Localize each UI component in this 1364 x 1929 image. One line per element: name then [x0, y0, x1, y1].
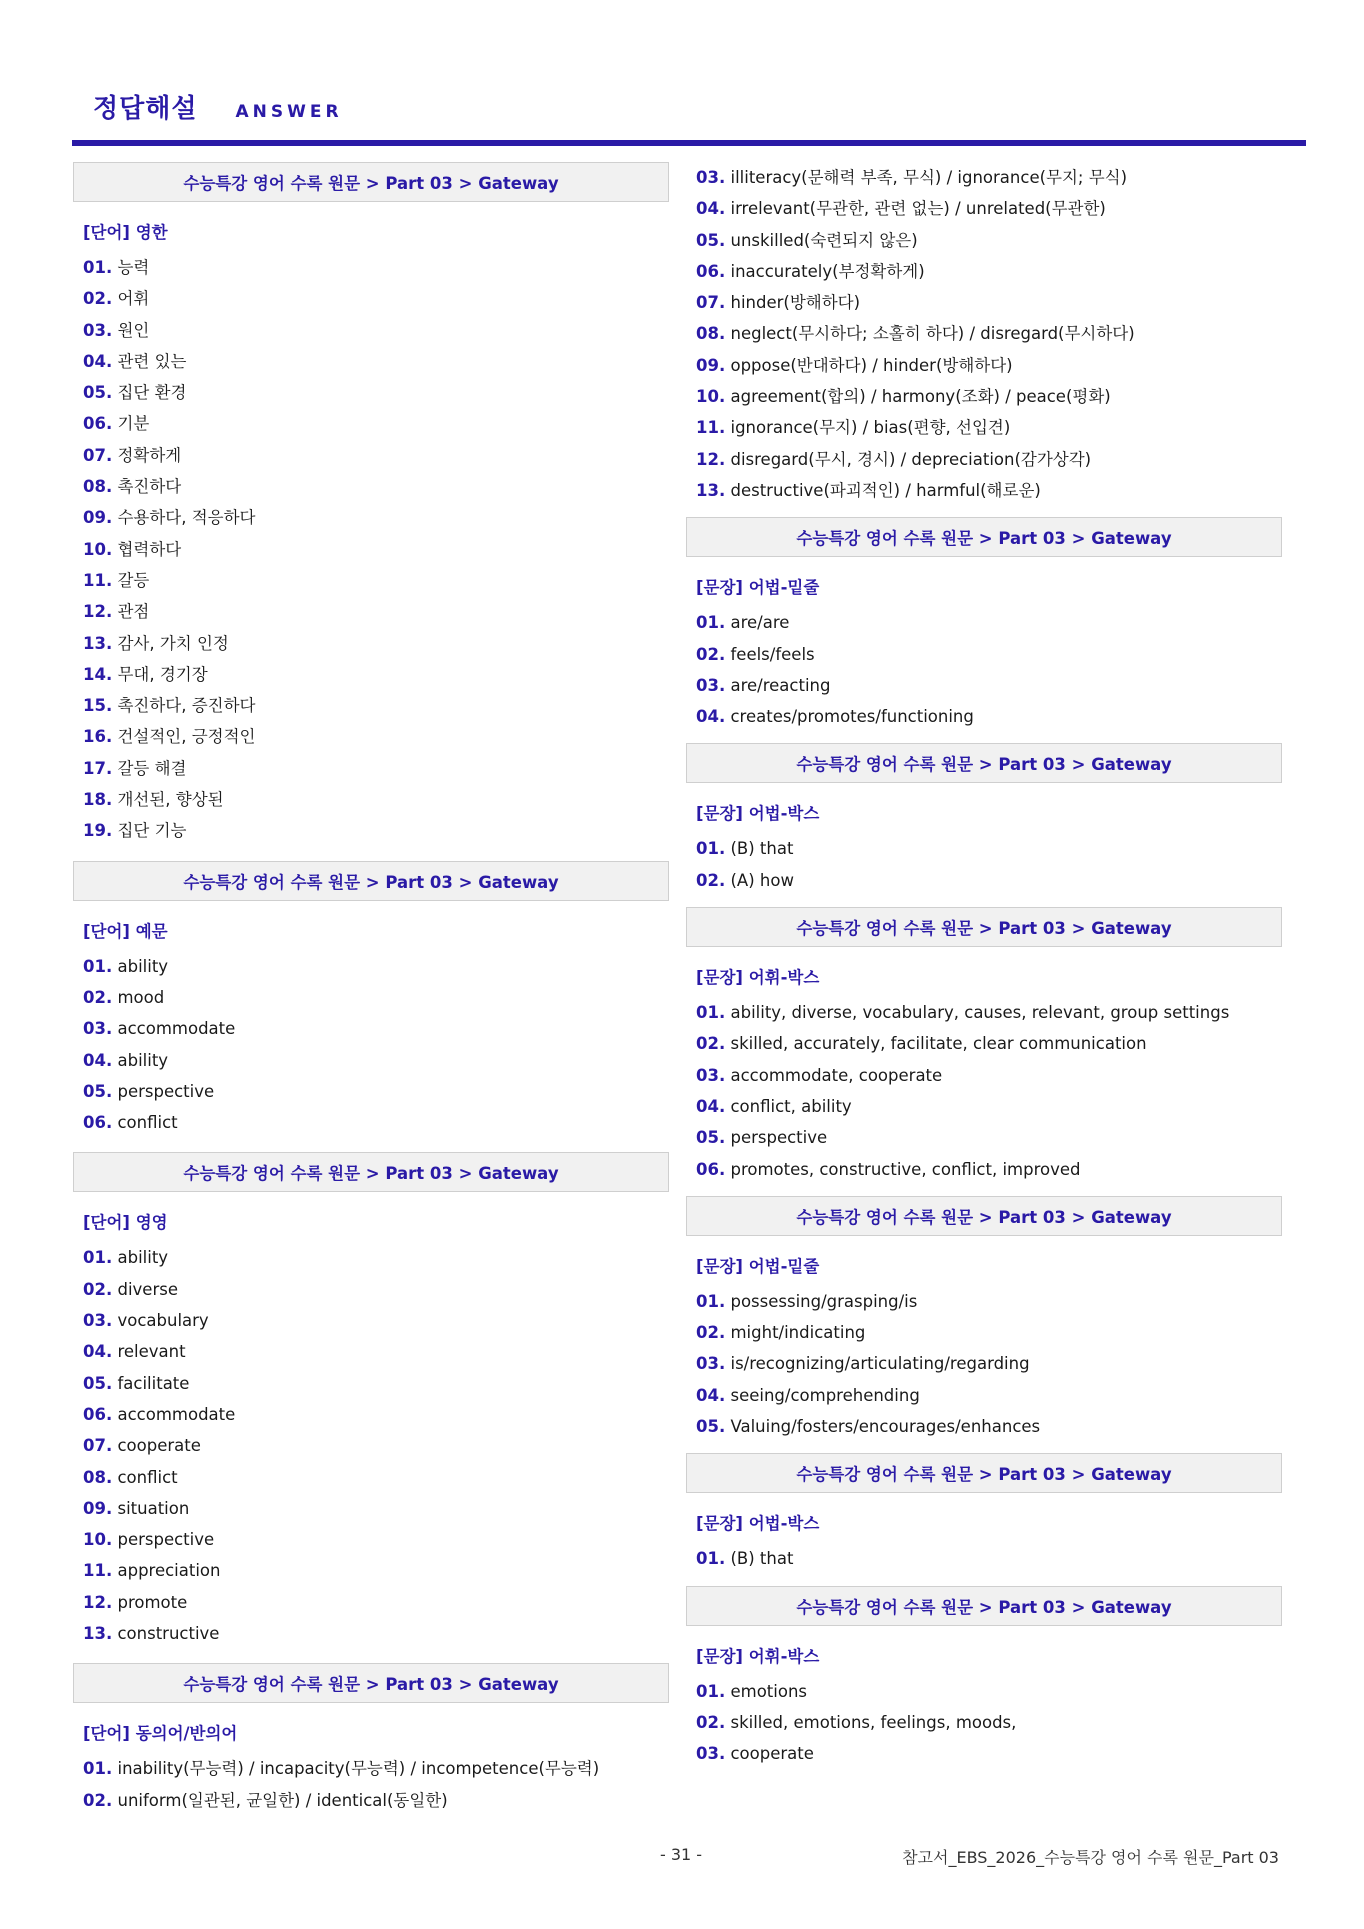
answer-number: 05.: [696, 230, 726, 250]
answer-number: 10.: [83, 1530, 113, 1550]
answer-number: 06.: [696, 261, 726, 281]
answer-item: [83, 721, 669, 752]
section-heading: 수능특강 영어 수록 원문 > Part 03 > Gateway: [73, 1663, 669, 1703]
answer-number: 08.: [696, 324, 726, 344]
section-label: [단어] 예문: [83, 921, 168, 941]
answer-text: mood: [117, 987, 165, 1007]
answer-text: diverse: [117, 1279, 178, 1299]
answer-item: [696, 997, 1282, 1028]
answer-text: skilled, accurately, facilitate, clear communication: [730, 1034, 1147, 1054]
answer-item: [83, 1336, 669, 1367]
answer-text: 갈등 해결: [117, 758, 187, 778]
answer-item: [83, 502, 669, 533]
answer-number: 05.: [83, 383, 113, 403]
answer-number: 06.: [83, 414, 113, 434]
answer-text: might/indicating: [730, 1323, 866, 1343]
answer-item: [83, 951, 669, 982]
section-heading: 수능특강 영어 수록 원문 > Part 03 > Gateway: [686, 743, 1282, 783]
answer-text: 관점: [117, 602, 150, 622]
page-number: - 31 -: [660, 1845, 703, 1864]
answer-number: 02.: [83, 987, 113, 1007]
answer-number: 03.: [696, 675, 726, 695]
answer-item: [83, 252, 669, 283]
answer-item: [696, 412, 1282, 443]
answer-item: [83, 1785, 669, 1816]
answer-number: 09.: [83, 1498, 113, 1518]
page-header: [93, 88, 343, 125]
answer-item: [696, 1380, 1282, 1411]
answer-text: perspective: [730, 1128, 828, 1148]
answer-item: [83, 1242, 669, 1273]
section-heading: 수능특강 영어 수록 원문 > Part 03 > Gateway: [73, 1152, 669, 1192]
answer-text: (B) that: [730, 1549, 794, 1569]
header-rule: [72, 140, 1306, 146]
answer-text: relevant: [117, 1342, 186, 1362]
answer-text: situation: [117, 1498, 190, 1518]
page-subtitle: ANSWER: [235, 102, 343, 122]
answer-number: 02.: [696, 1034, 726, 1054]
answer-item: [696, 381, 1282, 412]
answer-item: [696, 1411, 1282, 1442]
section-label: [문장] 어법-박스: [696, 1514, 820, 1534]
answer-text: 집단 환경: [117, 383, 187, 403]
answer-text: feels/feels: [730, 644, 815, 664]
answer-text: 정확하게: [117, 445, 182, 465]
answer-item: [83, 1076, 669, 1107]
section-heading: 수능특강 영어 수록 원문 > Part 03 > Gateway: [73, 861, 669, 901]
answer-number: 09.: [83, 508, 113, 528]
answer-text: cooperate: [730, 1744, 814, 1764]
answer-text: 능력: [117, 258, 150, 277]
answer-number: 03.: [696, 1065, 726, 1085]
answer-number: 04.: [83, 1050, 113, 1070]
answer-number: 18.: [83, 790, 113, 810]
answer-text: ability: [117, 956, 169, 976]
answer-text: neglect(무시하다; 소홀히 하다) / disregard(무시하다): [730, 324, 1135, 344]
answer-item: [696, 639, 1282, 670]
answer-text: seeing/comprehending: [730, 1385, 920, 1405]
answer-text: 건설적인, 긍정적인: [117, 727, 256, 747]
answer-item: [696, 670, 1282, 701]
section-heading: 수능특강 영어 수록 원문 > Part 03 > Gateway: [686, 907, 1282, 947]
answer-number: 01.: [696, 1549, 726, 1569]
answer-text: oppose(반대하다) / hinder(방해하다): [730, 355, 1013, 375]
answer-number: 05.: [83, 1373, 113, 1393]
answer-number: 01.: [696, 1291, 726, 1311]
section-label: [문장] 어법-박스: [696, 804, 820, 824]
answer-item: [696, 1286, 1282, 1317]
answer-text: 원인: [117, 320, 150, 340]
answer-item: [696, 256, 1282, 287]
answer-text: 기분: [117, 414, 150, 434]
answer-text: accommodate, cooperate: [730, 1065, 943, 1085]
answer-number: 01.: [83, 258, 113, 277]
answer-item: [83, 659, 669, 690]
answer-number: 05.: [696, 1417, 726, 1437]
answer-item: [83, 377, 669, 408]
answer-text: cooperate: [117, 1436, 201, 1456]
answer-number: 07.: [696, 293, 726, 313]
answer-item: [696, 1676, 1282, 1707]
answer-item: [83, 408, 669, 439]
answer-item: [83, 283, 669, 314]
answer-number: 02.: [696, 1712, 726, 1732]
answer-text: hinder(방해하다): [730, 293, 861, 313]
answer-text: is/recognizing/articulating/regarding: [730, 1354, 1030, 1374]
answer-item: [83, 1555, 669, 1586]
answer-text: vocabulary: [117, 1311, 209, 1331]
answer-item: [696, 444, 1282, 475]
answer-text: accommodate: [117, 1019, 236, 1039]
answer-item: [83, 1753, 669, 1784]
answer-item: [83, 1274, 669, 1305]
answer-item: [83, 1524, 669, 1555]
answer-number: 01.: [696, 1003, 726, 1023]
answer-item: [83, 784, 669, 815]
answer-number: 11.: [696, 418, 726, 438]
answer-item: [83, 1493, 669, 1524]
answer-text: 관련 있는: [117, 351, 187, 371]
answer-number: 03.: [83, 1019, 113, 1039]
answer-number: 11.: [83, 1561, 113, 1581]
answer-item: [696, 193, 1282, 224]
section-label: [단어] 영영: [83, 1213, 168, 1233]
answer-text: appreciation: [117, 1561, 221, 1581]
answer-text: are/reacting: [730, 675, 831, 695]
answer-number: 03.: [696, 1354, 726, 1374]
answer-number: 01.: [696, 839, 726, 859]
answer-item: [696, 1348, 1282, 1379]
answer-item: [83, 1462, 669, 1493]
answer-number: 03.: [83, 320, 113, 340]
answer-number: 05.: [83, 1081, 113, 1101]
section-heading: 수능특강 영어 수록 원문 > Part 03 > Gateway: [686, 1196, 1282, 1236]
answer-item: [83, 753, 669, 784]
section-label: [문장] 어법-밑줄: [696, 1256, 820, 1276]
answer-number: 12.: [83, 1592, 113, 1612]
answer-number: 16.: [83, 727, 113, 747]
answer-item: [83, 1399, 669, 1430]
answer-number: 07.: [83, 1436, 113, 1456]
answer-text: illiteracy(문해력 부족, 무식) / ignorance(무지; 무식): [730, 168, 1128, 187]
section-label: [단어] 영한: [83, 223, 168, 242]
answer-item: [83, 596, 669, 627]
section-label: [문장] 어휘-박스: [696, 968, 820, 988]
answer-number: 01.: [696, 1681, 726, 1701]
answer-text: inability(무능력) / incapacity(무능력) / incompetence(무능력): [117, 1759, 600, 1779]
answer-item: [83, 1305, 669, 1336]
answer-number: 07.: [83, 445, 113, 465]
answer-text: constructive: [117, 1623, 220, 1643]
answer-text: uniform(일관된, 균일한) / identical(동일한): [117, 1790, 448, 1810]
answer-text: conflict: [117, 1467, 178, 1487]
answer-number: 04.: [696, 199, 726, 219]
answer-number: 12.: [83, 602, 113, 622]
answer-number: 08.: [83, 477, 113, 497]
answer-number: 03.: [696, 168, 726, 187]
answer-item: [696, 1738, 1282, 1769]
answer-text: (B) that: [730, 839, 794, 859]
answer-text: ignorance(무지) / bias(편향, 선입견): [730, 418, 1011, 438]
section-heading: 수능특강 영어 수록 원문 > Part 03 > Gateway: [686, 1586, 1282, 1626]
answer-item: [696, 1154, 1282, 1185]
answer-text: agreement(합의) / harmony(조화) / peace(평화): [730, 387, 1111, 407]
answer-number: 13.: [696, 480, 726, 500]
answer-text: conflict, ability: [730, 1096, 852, 1116]
answer-text: 감사, 가치 인정: [117, 633, 229, 653]
section-label: [문장] 어법-밑줄: [696, 578, 820, 598]
answer-number: 01.: [83, 1248, 113, 1268]
answer-item: [696, 350, 1282, 381]
answer-text: 어휘: [117, 289, 150, 309]
answer-number: 08.: [83, 1467, 113, 1487]
answer-text: 갈등: [117, 570, 150, 590]
answer-number: 02.: [696, 870, 726, 890]
answer-text: perspective: [117, 1081, 215, 1101]
answer-item: [83, 565, 669, 596]
answer-number: 06.: [696, 1159, 726, 1179]
answer-item: [83, 534, 669, 565]
answer-item: [696, 701, 1282, 732]
answer-number: 13.: [83, 1623, 113, 1643]
answer-item: [696, 607, 1282, 638]
answer-text: 무대, 경기장: [117, 664, 208, 684]
answer-item: [83, 1045, 669, 1076]
answer-item: [83, 815, 669, 846]
answer-number: 13.: [83, 633, 113, 653]
answer-number: 09.: [696, 355, 726, 375]
footer-source: 참고서_EBS_2026_수능특강 영어 수록 원문_Part 03: [902, 1848, 1279, 1867]
answer-item: [696, 1028, 1282, 1059]
answer-number: 04.: [696, 1096, 726, 1116]
answer-item: [83, 346, 669, 377]
answer-item: [83, 690, 669, 721]
section-heading: 수능특강 영어 수록 원문 > Part 03 > Gateway: [686, 517, 1282, 557]
answer-number: 02.: [696, 644, 726, 664]
answer-item: [696, 1091, 1282, 1122]
answer-text: possessing/grasping/is: [730, 1291, 918, 1311]
answer-number: 03.: [696, 1744, 726, 1764]
answer-number: 05.: [696, 1128, 726, 1148]
answer-item: [696, 318, 1282, 349]
answer-item: [696, 1707, 1282, 1738]
answer-item: [83, 440, 669, 471]
answer-number: 11.: [83, 570, 113, 590]
answer-text: inaccurately(부정확하게): [730, 261, 925, 281]
answer-text: conflict: [117, 1113, 178, 1133]
answer-item: [83, 1618, 669, 1649]
answer-text: emotions: [730, 1681, 808, 1701]
answer-item: [696, 865, 1282, 896]
answer-text: (A) how: [730, 870, 794, 890]
answer-number: 02.: [83, 289, 113, 309]
left-column: [73, 162, 669, 1816]
answer-text: ability: [117, 1050, 169, 1070]
answer-text: are/are: [730, 613, 790, 633]
answer-number: 02.: [83, 1279, 113, 1299]
answer-number: 04.: [696, 1385, 726, 1405]
answer-text: ability: [117, 1248, 169, 1268]
answer-number: 10.: [696, 387, 726, 407]
answer-number: 01.: [696, 613, 726, 633]
answer-text: disregard(무시, 경시) / depreciation(감가상각): [730, 449, 1092, 469]
answer-text: unskilled(숙련되지 않은): [730, 230, 918, 250]
answer-number: 01.: [83, 956, 113, 976]
answer-text: skilled, emotions, feelings, moods,: [730, 1712, 1017, 1732]
section-label: [단어] 동의어/반의어: [83, 1724, 238, 1744]
answer-number: 12.: [696, 449, 726, 469]
answer-text: 개선된, 향상된: [117, 790, 224, 810]
answer-item: [696, 225, 1282, 256]
answer-number: 03.: [83, 1311, 113, 1331]
answer-number: 04.: [696, 707, 726, 727]
answer-number: 17.: [83, 758, 113, 778]
answer-item: [696, 162, 1282, 193]
answer-item: [696, 287, 1282, 318]
answer-text: destructive(파괴적인) / harmful(해로운): [730, 480, 1041, 500]
answer-item: [696, 475, 1282, 506]
answer-number: 04.: [83, 1342, 113, 1362]
answer-item: [696, 1543, 1282, 1574]
answer-item: [83, 1430, 669, 1461]
answer-item: [83, 1368, 669, 1399]
section-heading: 수능특강 영어 수록 원문 > Part 03 > Gateway: [73, 162, 669, 202]
page-title: 정답해설: [93, 94, 198, 124]
answer-text: 집단 기능: [117, 821, 187, 841]
section-heading: 수능특강 영어 수록 원문 > Part 03 > Gateway: [686, 1453, 1282, 1493]
answer-number: 06.: [83, 1404, 113, 1424]
answer-text: promote: [117, 1592, 188, 1612]
answer-item: [696, 1060, 1282, 1091]
answer-item: [83, 628, 669, 659]
right-column: [686, 162, 1282, 1770]
answer-number: 10.: [83, 539, 113, 559]
answer-item: [696, 1122, 1282, 1153]
answer-item: [83, 1587, 669, 1618]
answer-item: [696, 1317, 1282, 1348]
answer-text: promotes, constructive, conflict, improved: [730, 1159, 1081, 1179]
answer-item: [83, 471, 669, 502]
answer-number: 06.: [83, 1113, 113, 1133]
answer-item: [83, 315, 669, 346]
answer-item: [696, 833, 1282, 864]
answer-text: 촉진하다: [117, 477, 182, 497]
answer-number: 02.: [83, 1790, 113, 1810]
answer-text: irrelevant(무관한, 관련 없는) / unrelated(무관한): [730, 199, 1106, 219]
answer-item: [83, 1013, 669, 1044]
answer-text: facilitate: [117, 1373, 190, 1393]
answer-item: [83, 1107, 669, 1138]
answer-number: 15.: [83, 696, 113, 716]
answer-text: perspective: [117, 1530, 215, 1550]
answer-number: 01.: [83, 1759, 113, 1779]
answer-number: 19.: [83, 821, 113, 841]
answer-text: ability, diverse, vocabulary, causes, relevant, group settings: [730, 1003, 1230, 1023]
answer-text: 협력하다: [117, 539, 182, 559]
answer-text: accommodate: [117, 1404, 236, 1424]
answer-text: 수용하다, 적응하다: [117, 508, 256, 528]
answer-text: Valuing/fosters/encourages/enhances: [730, 1417, 1041, 1437]
answer-text: creates/promotes/functioning: [730, 707, 974, 727]
answer-number: 02.: [696, 1323, 726, 1343]
answer-number: 14.: [83, 664, 113, 684]
answer-number: 04.: [83, 351, 113, 371]
answer-item: [83, 982, 669, 1013]
answer-text: 촉진하다, 증진하다: [117, 696, 256, 716]
section-label: [문장] 어휘-박스: [696, 1646, 820, 1666]
